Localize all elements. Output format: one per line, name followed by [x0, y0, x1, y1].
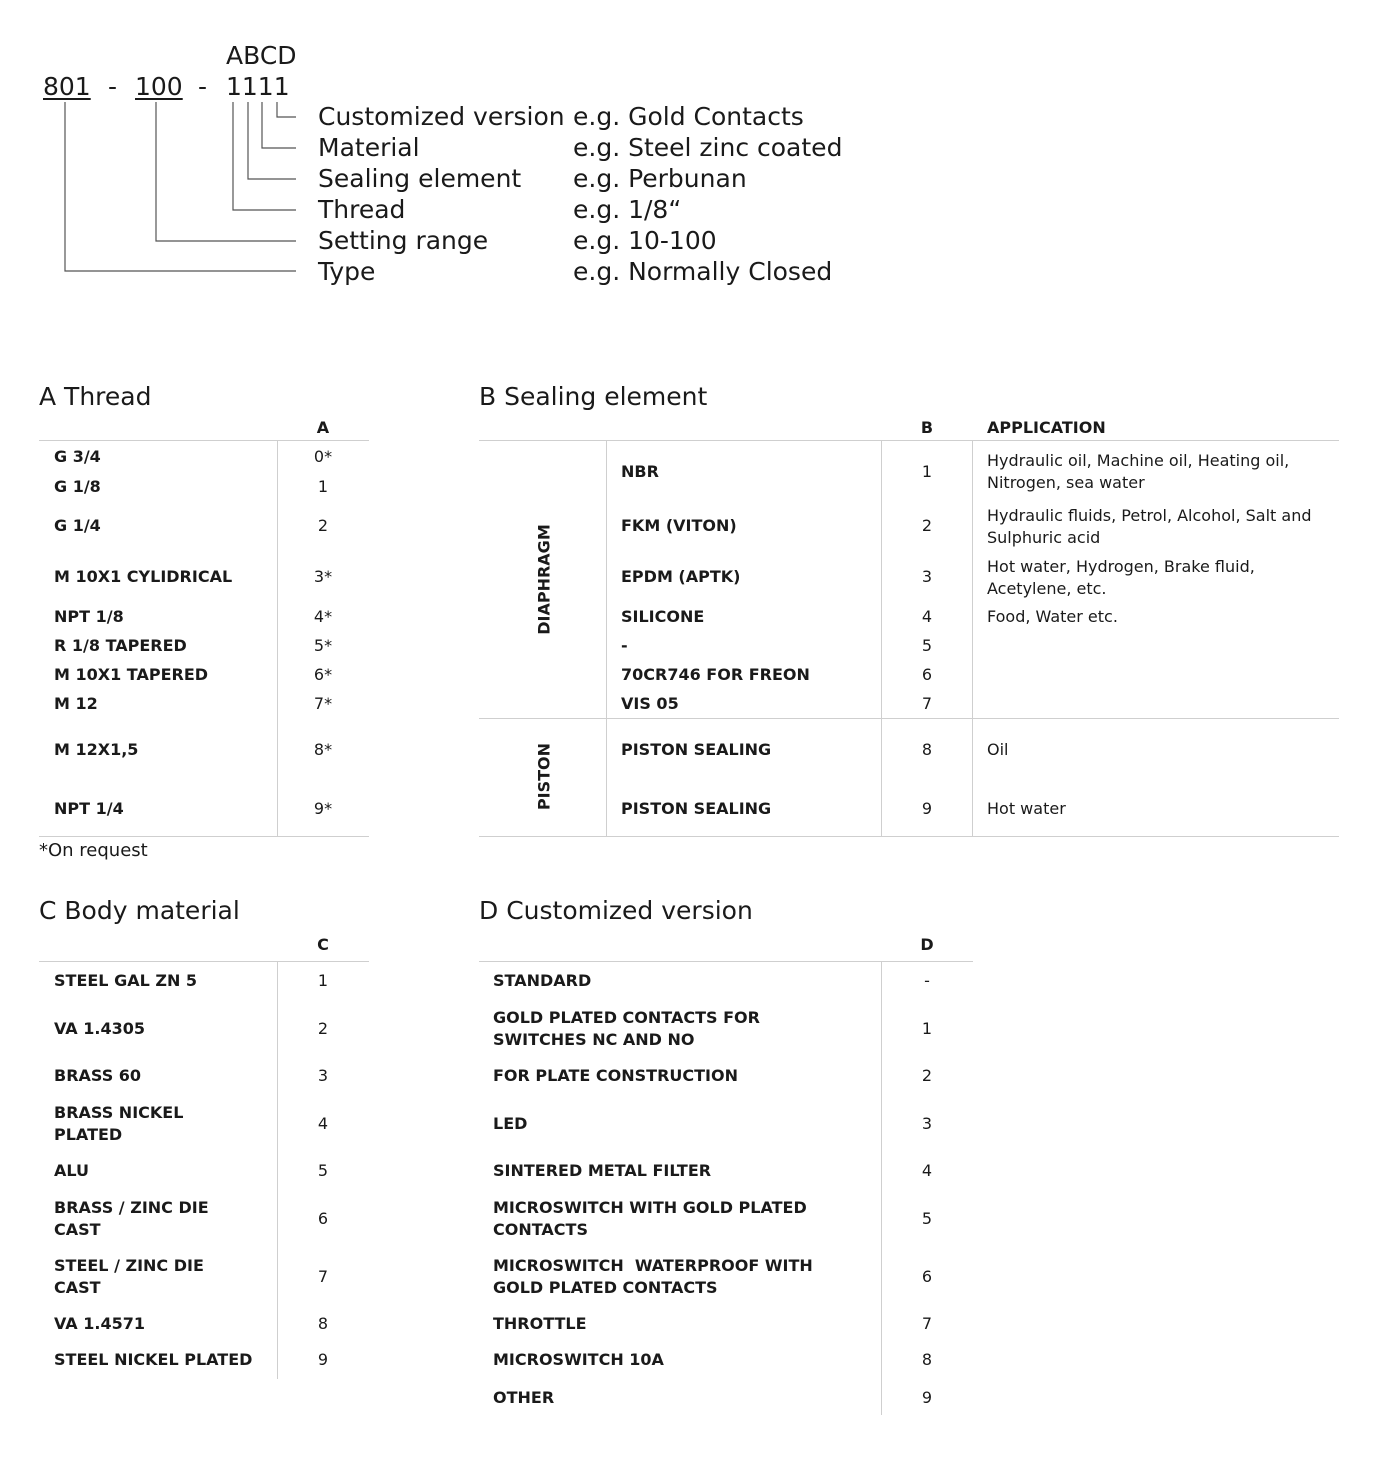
sealing-code: 4 [921, 607, 933, 626]
table-row: R 1/8 TAPERED [54, 636, 187, 655]
thread-code: 7* [313, 694, 333, 713]
table-row: NPT 1/8 [54, 607, 124, 626]
table-row: - [621, 636, 628, 655]
table-row: VA 1.4571 [54, 1314, 145, 1333]
sealing-code: 8 [921, 740, 933, 759]
custom-header-rule [479, 961, 973, 962]
legend-label: Type [318, 257, 376, 286]
group-label-diaphragm: DIAPHRAGM [534, 524, 554, 635]
sealing-code: 6 [921, 665, 933, 684]
group-label-piston: PISTON [534, 742, 554, 811]
body-code: 6 [317, 1209, 329, 1228]
sealing-header-rule [479, 440, 1339, 441]
body-code: 9 [317, 1350, 329, 1369]
custom-code: 4 [921, 1161, 933, 1180]
table-row: NPT 1/4 [54, 799, 124, 818]
legend-example: e.g. Normally Closed [573, 257, 833, 286]
legend-label: Thread [318, 195, 406, 224]
sealing-app-header: APPLICATION [987, 418, 1106, 437]
thread-bottom-rule [39, 836, 369, 837]
legend-label: Setting range [318, 226, 489, 255]
sealing-code: 9 [921, 799, 933, 818]
sealing-divider-3 [972, 441, 973, 836]
thread-title: A Thread [39, 382, 152, 411]
code-dash-1: - [108, 72, 118, 101]
legend-label: Material [318, 133, 420, 162]
body-code: 3 [317, 1066, 329, 1085]
legend-example: e.g. 10-100 [573, 226, 717, 255]
table-row: MICROSWITCH 10A [493, 1350, 664, 1369]
custom-divider [881, 962, 882, 1415]
body-header-rule [39, 961, 369, 962]
table-row: BRASS 60 [54, 1066, 142, 1085]
table-row: STANDARD [493, 971, 592, 990]
thread-code: 3* [313, 567, 333, 586]
table-row: BRASS / ZINC DIE CAST [54, 1198, 209, 1239]
table-row: FKM (VITON) [621, 516, 737, 535]
sealing-application: Food, Water etc. [987, 607, 1118, 626]
table-row: EPDM (APTK) [621, 567, 741, 586]
body-code: 7 [317, 1267, 329, 1286]
table-row: G 1/4 [54, 516, 101, 535]
body-code: 4 [317, 1114, 329, 1133]
table-row: FOR PLATE CONSTRUCTION [493, 1066, 738, 1085]
thread-code: 1 [317, 477, 329, 496]
custom-code: 6 [921, 1267, 933, 1286]
thread-col-header: A [316, 418, 330, 437]
table-row: BRASS NICKEL PLATED [54, 1103, 184, 1144]
legend-example: e.g. Gold Contacts [573, 102, 804, 131]
sealing-code: 7 [921, 694, 933, 713]
code-dash-2: - [198, 72, 208, 101]
sealing-code: 2 [921, 516, 933, 535]
table-row: STEEL GAL ZN 5 [54, 971, 198, 990]
legend-label: Sealing element [318, 164, 522, 193]
thread-code: 5* [313, 636, 333, 655]
thread-divider [277, 441, 278, 837]
table-row: SINTERED METAL FILTER [493, 1161, 712, 1180]
on-request-note: *On request [39, 840, 148, 861]
custom-code: 1 [921, 1019, 933, 1038]
table-row: M 10X1 CYLIDRICAL [54, 567, 233, 586]
legend-label: Customized version [318, 102, 565, 131]
sealing-application: Hydraulic fluids, Petrol, Alcohol, Salt and Sulphuric acid [987, 506, 1312, 547]
table-row: PISTON SEALING [621, 799, 772, 818]
legend-connector-lines [0, 0, 320, 290]
custom-code: - [924, 971, 930, 990]
thread-code: 2 [317, 516, 329, 535]
body-col-header: C [317, 935, 329, 954]
table-row: MICROSWITCH WATERPROOF WITH GOLD PLATED CONTACTS [493, 1256, 819, 1297]
sealing-bottom-rule [479, 836, 1339, 837]
table-row: STEEL NICKEL PLATED [54, 1350, 253, 1369]
table-row: ALU [54, 1161, 89, 1180]
table-row: M 12X1,5 [54, 740, 139, 759]
code-letters: ABCD [226, 41, 297, 70]
sealing-divider-1 [606, 441, 607, 836]
sealing-application: Hot water, Hydrogen, Brake fluid, Acetylene, etc. [987, 557, 1255, 598]
table-row: VIS 05 [621, 694, 679, 713]
sealing-code: 5 [921, 636, 933, 655]
body-title: C Body material [39, 896, 240, 925]
sealing-group-rule [479, 718, 1339, 719]
custom-col-header: D [920, 935, 934, 954]
table-row: PISTON SEALING [621, 740, 772, 759]
thread-code: 8* [313, 740, 333, 759]
thread-code: 6* [313, 665, 333, 684]
legend-example: e.g. Perbunan [573, 164, 747, 193]
table-row: M 12 [54, 694, 98, 713]
table-row: MICROSWITCH WITH GOLD PLATED CONTACTS [493, 1198, 807, 1239]
legend-example: e.g. 1/8“ [573, 195, 682, 224]
body-code: 2 [317, 1019, 329, 1038]
legend-example: e.g. Steel zinc coated [573, 133, 843, 162]
sealing-application: Hydraulic oil, Machine oil, Heating oil, Nitrogen, sea water [987, 451, 1290, 492]
body-code: 1 [317, 971, 329, 990]
table-row: STEEL / ZINC DIE CAST [54, 1256, 204, 1297]
table-row: SILICONE [621, 607, 705, 626]
table-row: 70CR746 FOR FREON [621, 665, 810, 684]
custom-code: 3 [921, 1114, 933, 1133]
thread-header-rule [39, 440, 369, 441]
code-part-type: 801 [43, 72, 91, 101]
code-part-options: 1111 [226, 72, 290, 101]
custom-code: 8 [921, 1350, 933, 1369]
sealing-code: 3 [921, 567, 933, 586]
sealing-col-header: B [920, 418, 934, 437]
table-row: G 3/4 [54, 447, 101, 466]
custom-title: D Customized version [479, 896, 753, 925]
table-row: THROTTLE [493, 1314, 587, 1333]
sealing-application: Hot water [987, 799, 1066, 818]
custom-code: 9 [921, 1388, 933, 1407]
table-row: GOLD PLATED CONTACTS FOR SWITCHES NC AND NO [493, 1008, 760, 1049]
thread-code: 9* [313, 799, 333, 818]
body-code: 8 [317, 1314, 329, 1333]
code-part-range: 100 [135, 72, 183, 101]
sealing-application: Oil [987, 740, 1009, 759]
table-row: LED [493, 1114, 528, 1133]
thread-code: 0* [313, 447, 333, 466]
custom-code: 2 [921, 1066, 933, 1085]
custom-code: 5 [921, 1209, 933, 1228]
body-divider [277, 962, 278, 1379]
table-row: G 1/8 [54, 477, 101, 496]
body-code: 5 [317, 1161, 329, 1180]
sealing-title: B Sealing element [479, 382, 708, 411]
table-row: NBR [621, 462, 659, 481]
table-row: OTHER [493, 1388, 555, 1407]
table-row: M 10X1 TAPERED [54, 665, 209, 684]
table-row: VA 1.4305 [54, 1019, 145, 1038]
sealing-code: 1 [921, 462, 933, 481]
thread-code: 4* [313, 607, 333, 626]
custom-code: 7 [921, 1314, 933, 1333]
sealing-divider-2 [881, 441, 882, 836]
